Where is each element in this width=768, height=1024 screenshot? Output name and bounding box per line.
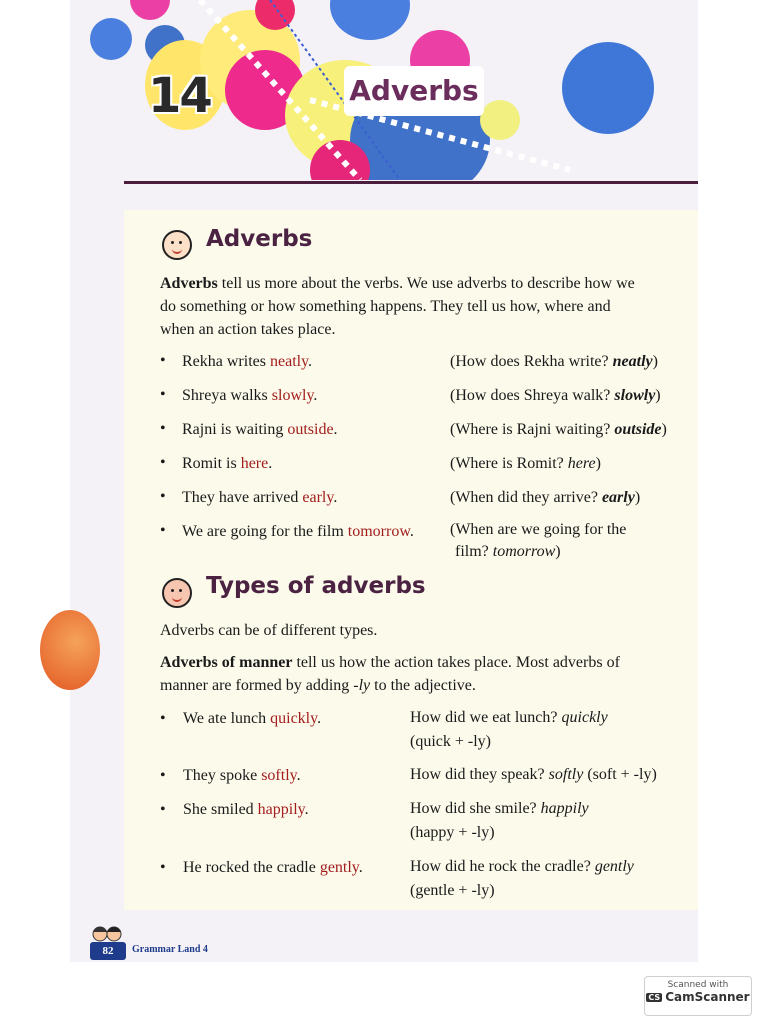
manner-paragraph: Adverbs of manner tell us how the action takes place. Most adverbs of manner are formed by adding -ly to the adjective. [160, 654, 620, 694]
list-item: They spoke softly. [183, 767, 301, 784]
book-title: Grammar Land 4 [132, 944, 208, 955]
section-heading-types: Types of adverbs [206, 573, 426, 599]
list-item: We are going for the film tomorrow. [182, 523, 414, 540]
list-item: They have arrived early. [182, 489, 338, 506]
chapter-number: 14 [148, 68, 211, 124]
list-item-question: (Where is Romit? here) [450, 455, 601, 472]
camscanner-watermark: Scanned with CS CamScanner [644, 976, 752, 1016]
list-item-formation: (gentle + -ly) [410, 882, 495, 899]
list-item-question: (When are we going for the [450, 521, 627, 538]
list-item: We ate lunch quickly. [183, 710, 322, 727]
list-item: He rocked the cradle gently. [183, 859, 363, 876]
page-number: 82 [90, 942, 126, 960]
chapter-title: Adverbs [344, 66, 484, 116]
list-item-question: How did she smile? happily [410, 800, 589, 817]
list-item-question: (How does Rekha write? neatly) [450, 353, 658, 370]
divider [124, 181, 698, 184]
girl-face-icon [162, 230, 192, 260]
list-item-question: How did we eat lunch? quickly [410, 709, 608, 726]
list-item-question: How did they speak? softly (soft + -ly) [410, 766, 657, 783]
list-item: Rajni is waiting outside. [182, 421, 338, 438]
list-item-question: How did he rock the cradle? gently [410, 858, 634, 875]
apple-decoration [40, 610, 100, 690]
list-item: Romit is here. [182, 455, 273, 472]
intro-paragraph: Adverbs tell us more about the verbs. We use adverbs to describe how we do something or how something happens. They tell us how, where and when an action takes place. [160, 275, 635, 338]
list-item-formation: (quick + -ly) [410, 733, 491, 750]
section-heading-adverbs: Adverbs [206, 226, 313, 252]
list-item: Rekha writes neatly. [182, 353, 313, 370]
list-item-question-cont: film? tomorrow) [455, 543, 561, 560]
list-item: Shreya walks slowly. [182, 387, 318, 404]
boy-face-icon [162, 578, 192, 608]
list-item-question: (Where is Rajni waiting? outside) [450, 421, 667, 438]
list-item-formation: (happy + -ly) [410, 824, 495, 841]
camscanner-logo-icon: CS [648, 993, 661, 1002]
types-intro: Adverbs can be of different types. [160, 622, 378, 639]
list-item-question: (How does Shreya walk? slowly) [450, 387, 661, 404]
list-item-question: (When did they arrive? early) [450, 489, 641, 506]
list-item: She smiled happily. [183, 801, 309, 818]
